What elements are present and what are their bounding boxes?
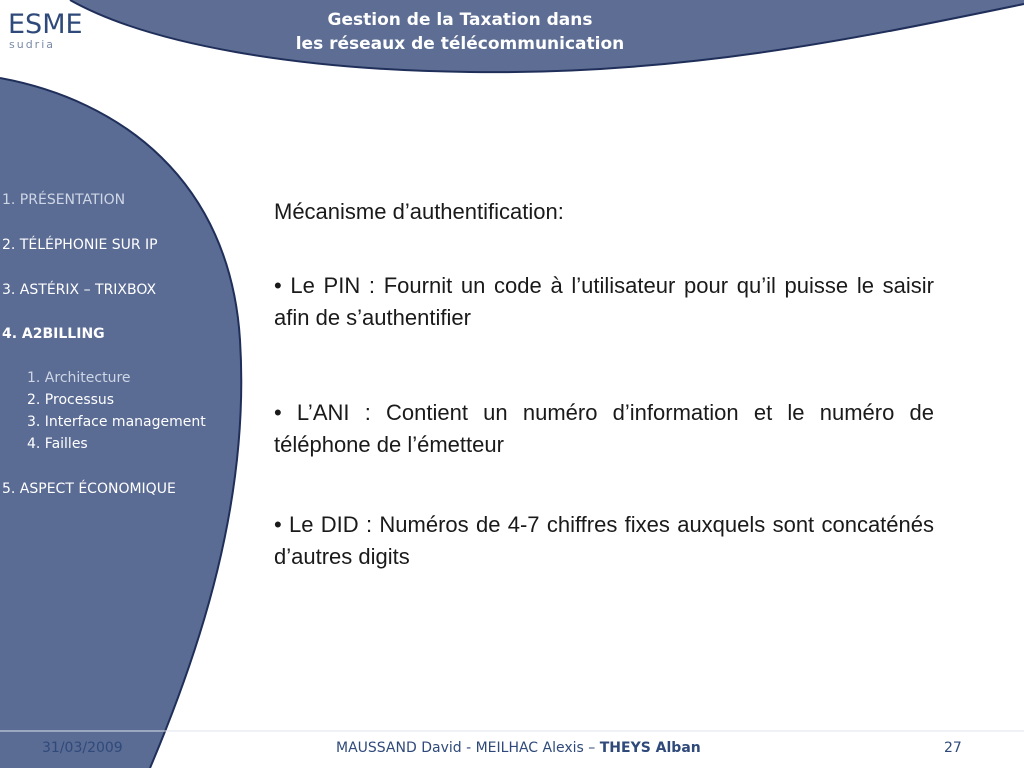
- footer-authors: [336, 738, 701, 758]
- bullet-ani: • L’ANI : Contient un numéro d’information et le numéro de téléphone de l’émetteur: [274, 400, 934, 457]
- nav-item-aspect-economique[interactable]: 5. ASPECT ÉCONOMIQUE: [2, 481, 176, 497]
- slide-title-line-2: les réseaux de télécommunication: [295, 34, 625, 54]
- bullet-pin: • Le PIN : Fournit un code à l’utilisateur pour qu’il puisse le saisir afin de s’authentifier: [274, 273, 934, 330]
- logo-main-text: ESME: [8, 9, 83, 40]
- footer-authors-prefix: MAUSSAND David - MEILHAC Alexis –: [336, 740, 600, 756]
- nav-item-a2billing[interactable]: 4. A2BILLING: [2, 326, 105, 342]
- footer-page-number: 27: [944, 740, 962, 756]
- bullet-did: • Le DID : Numéros de 4-7 chiffres fixes auxquels sont concaténés d’autres digits: [274, 512, 934, 569]
- nav-subitem-architecture[interactable]: 1. Architecture: [27, 370, 131, 386]
- slide-title-line-1: Gestion de la Taxation dans: [327, 10, 593, 30]
- nav-subitem-processus[interactable]: 2. Processus: [27, 392, 115, 408]
- slide-title: [260, 8, 660, 56]
- footer-date: 31/03/2009: [42, 740, 123, 756]
- content-heading: Mécanisme d’authentification:: [274, 199, 564, 224]
- nav-subitem-interface[interactable]: 3. Interface management: [27, 414, 206, 430]
- nav-item-asterix[interactable]: 3. ASTÉRIX – TRIXBOX: [2, 282, 157, 298]
- nav-item-telephonie[interactable]: 2. TÉLÉPHONIE SUR IP: [2, 237, 158, 253]
- esme-logo: [8, 10, 98, 56]
- footer-authors-bold: THEYS Alban: [599, 740, 701, 756]
- nav-item-presentation[interactable]: 1. PRÉSENTATION: [2, 192, 126, 208]
- nav-subitem-failles[interactable]: 4. Failles: [27, 436, 88, 452]
- logo-sub-text: sudria: [9, 38, 56, 51]
